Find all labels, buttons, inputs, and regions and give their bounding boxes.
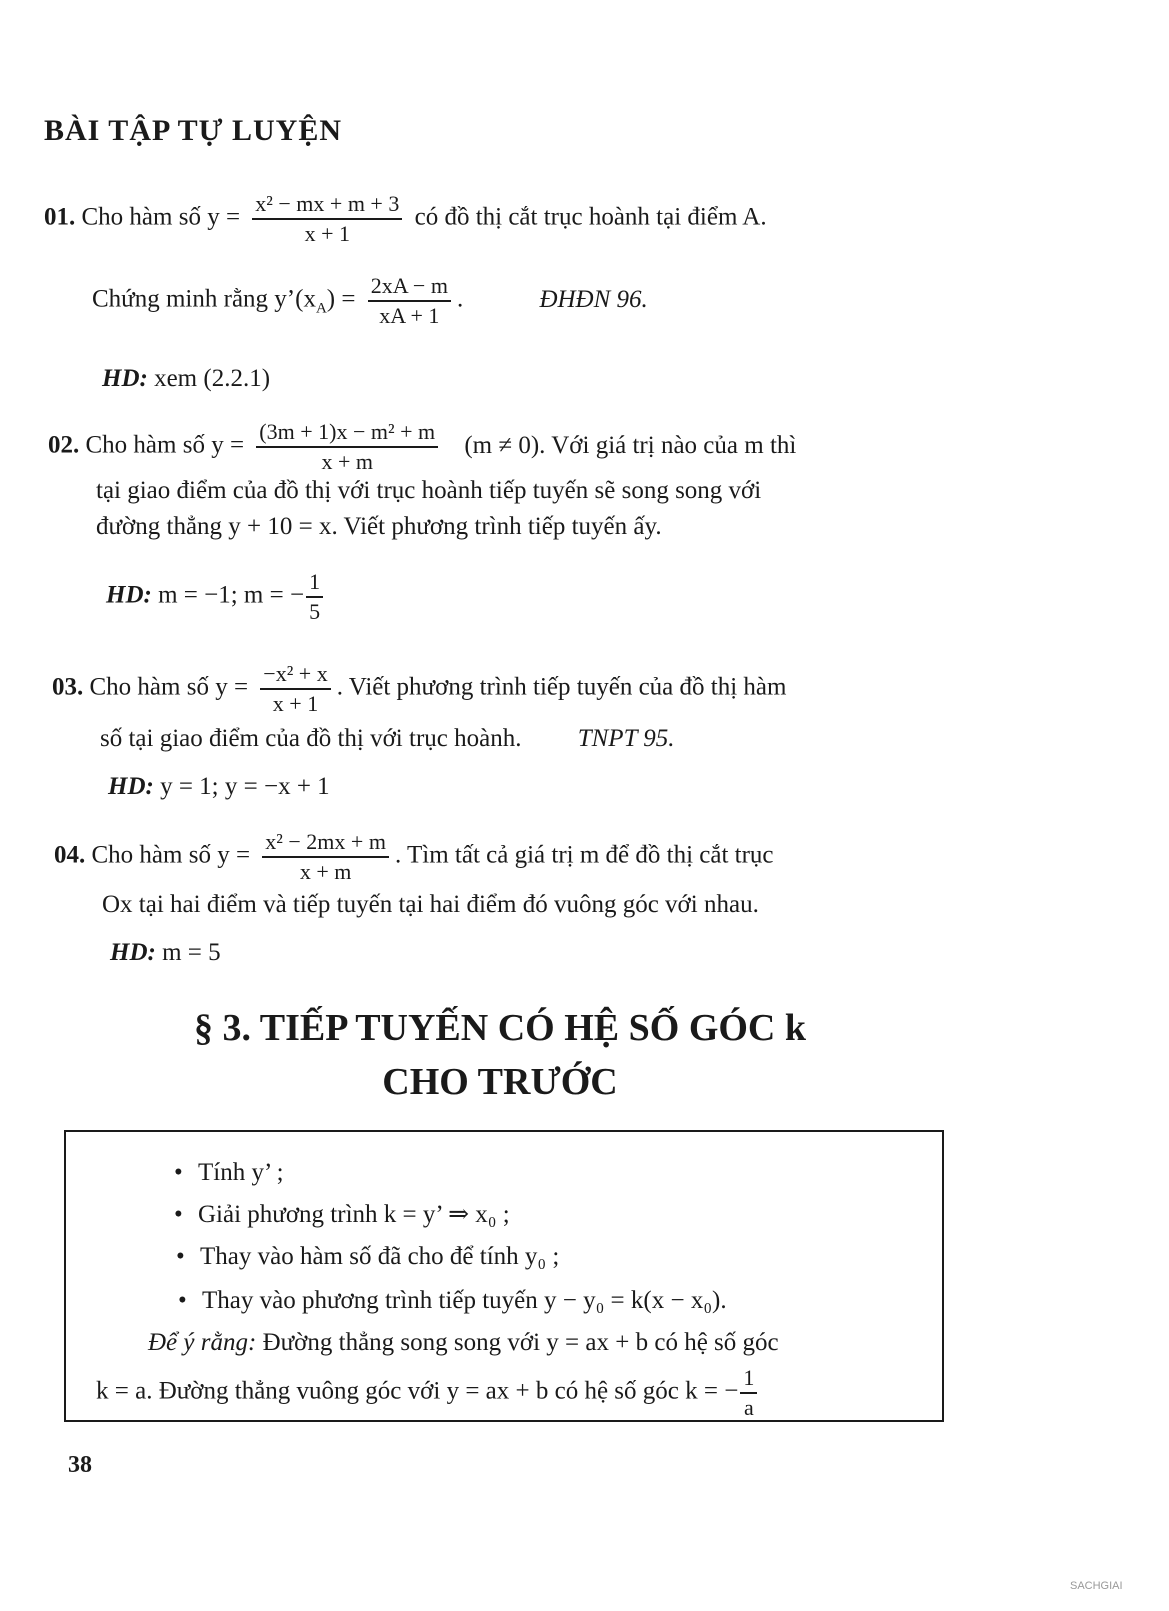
- hint-fraction: [306, 568, 323, 626]
- function-fraction: [262, 828, 389, 886]
- fraction-numerator: x² − 2mx + m: [262, 828, 389, 858]
- exercise-04-hint: [110, 938, 221, 968]
- method-step-2: [174, 1200, 510, 1230]
- hint-text: m = −1; m = −: [158, 581, 305, 609]
- section-heading: BÀI TẬP TỰ LUYỆN: [44, 114, 343, 147]
- exercise-01-hint: [102, 364, 270, 394]
- exercise-01-line2: [92, 272, 648, 330]
- chapter-title-line2: CHO TRƯỚC: [382, 1061, 618, 1103]
- exercise-source: TNPT 95.: [577, 725, 675, 752]
- exercise-statement: có đồ thị cắt trục hoành tại điểm A.: [414, 203, 767, 231]
- subscript: A: [315, 300, 327, 317]
- exercise-03-hint: [108, 772, 330, 802]
- exercise-intro: Cho hàm số y =: [91, 841, 251, 869]
- exercise-statement: (m ≠ 0). Với giá trị nào của m thì: [464, 431, 797, 459]
- hint-label: HD:: [106, 581, 152, 609]
- exercise-04-line1: [54, 828, 774, 886]
- period: .: [456, 285, 464, 313]
- hint-text: y = 1; y = −x + 1: [160, 773, 330, 800]
- exercise-intro: Cho hàm số y =: [85, 431, 245, 459]
- exercise-02-line3: đường thẳng y + 10 = x. Viết phương trình tiếp tuyến ấy.: [96, 513, 662, 540]
- fraction-denominator: x + 1: [304, 221, 351, 246]
- exercise-02-hint: [106, 568, 329, 626]
- exercise-04-line2: Ox tại hai điểm và tiếp tuyến tại hai điểm đó vuông góc với nhau.: [102, 891, 759, 918]
- method-box: [64, 1130, 944, 1422]
- fraction-denominator: x + m: [299, 859, 352, 884]
- method-step-text: Thay vào hàm số đã cho để tính y₀ ;: [200, 1243, 560, 1270]
- note-label: Để ý rằng:: [148, 1329, 257, 1356]
- hint-label: HD:: [110, 939, 156, 966]
- method-note-line1: [148, 1328, 779, 1358]
- exercise-number: 03.: [52, 673, 84, 701]
- fraction-numerator: −x² + x: [260, 660, 330, 690]
- exercise-number: 02.: [48, 431, 80, 459]
- note-text: Đường thẳng song song với y = ax + b có hệ số góc: [262, 1329, 779, 1356]
- method-step-text: Tính y’ ;: [198, 1159, 284, 1186]
- fraction-numerator: x² − mx + m + 3: [252, 190, 402, 220]
- exercise-source: ĐHĐN 96.: [539, 285, 648, 313]
- method-note-line2: [96, 1364, 763, 1422]
- fraction-numerator: (3m + 1)x − m² + m: [256, 418, 438, 448]
- method-step-4: [178, 1286, 727, 1316]
- hint-text: xem (2.2.1): [154, 365, 271, 392]
- hint-label: HD:: [102, 365, 148, 392]
- proof-statement-mid: ) =: [326, 285, 356, 313]
- note-fraction: [740, 1364, 757, 1422]
- fraction-denominator: a: [743, 1395, 754, 1420]
- method-step-text: Giải phương trình k = y’ ⇒ x₀ ;: [198, 1201, 510, 1228]
- function-fraction: [256, 418, 438, 476]
- proof-statement-prefix: Chứng minh rằng y’(x: [92, 285, 316, 313]
- fraction-denominator: x + 1: [272, 691, 319, 716]
- exercise-02-line2: tại giao điểm của đồ thị với trục hoành tiếp tuyến sẽ song song với: [96, 477, 762, 504]
- exercise-intro: Cho hàm số y =: [81, 203, 241, 231]
- exercise-intro: Cho hàm số y =: [89, 673, 249, 701]
- hint-label: HD:: [108, 773, 154, 800]
- exercise-statement-cont: số tại giao điểm của đồ thị với trục hoành.: [100, 725, 522, 752]
- chapter-title-line1: § 3. TIẾP TUYẾN CÓ HỆ SỐ GÓC k: [193, 1007, 807, 1049]
- fraction-numerator: 1: [740, 1364, 757, 1394]
- fraction-numerator: 2xA − m: [368, 272, 451, 302]
- exercise-number: 04.: [54, 841, 86, 869]
- fraction-denominator: x + m: [321, 449, 373, 474]
- method-step-3: [176, 1242, 559, 1272]
- exercise-number: 01.: [44, 203, 76, 231]
- derivative-fraction: [368, 272, 451, 330]
- page-number: 38: [68, 1452, 92, 1478]
- exercise-02-line1: [48, 418, 796, 476]
- bullet-icon: •: [174, 1201, 183, 1228]
- exercise-03-line2: [100, 724, 675, 754]
- exercise-03-line1: [52, 660, 786, 718]
- hint-text: m = 5: [162, 939, 221, 966]
- function-fraction: [252, 190, 402, 248]
- note-text-cont: k = a. Đường thẳng vuông góc với y = ax + b có hệ số góc k = −: [96, 1377, 739, 1405]
- bullet-icon: •: [174, 1159, 183, 1186]
- method-step-text: Thay vào phương trình tiếp tuyến y − y₀ = k(x − x₀).: [202, 1287, 727, 1314]
- bullet-icon: •: [178, 1287, 187, 1314]
- exercise-statement: . Tìm tất cả giá trị m để đồ thị cắt trục: [394, 841, 774, 869]
- function-fraction: [260, 660, 330, 718]
- fraction-denominator: 5: [309, 599, 321, 624]
- fraction-numerator: 1: [306, 568, 323, 598]
- exercise-statement: . Viết phương trình tiếp tuyến của đồ thị hàm: [336, 673, 787, 701]
- watermark-logo: SACHGIAI: [1070, 1580, 1123, 1592]
- exercise-01-line1: [44, 190, 767, 248]
- bullet-icon: •: [176, 1243, 185, 1270]
- fraction-denominator: xA + 1: [379, 303, 440, 328]
- method-step-1: [174, 1158, 284, 1188]
